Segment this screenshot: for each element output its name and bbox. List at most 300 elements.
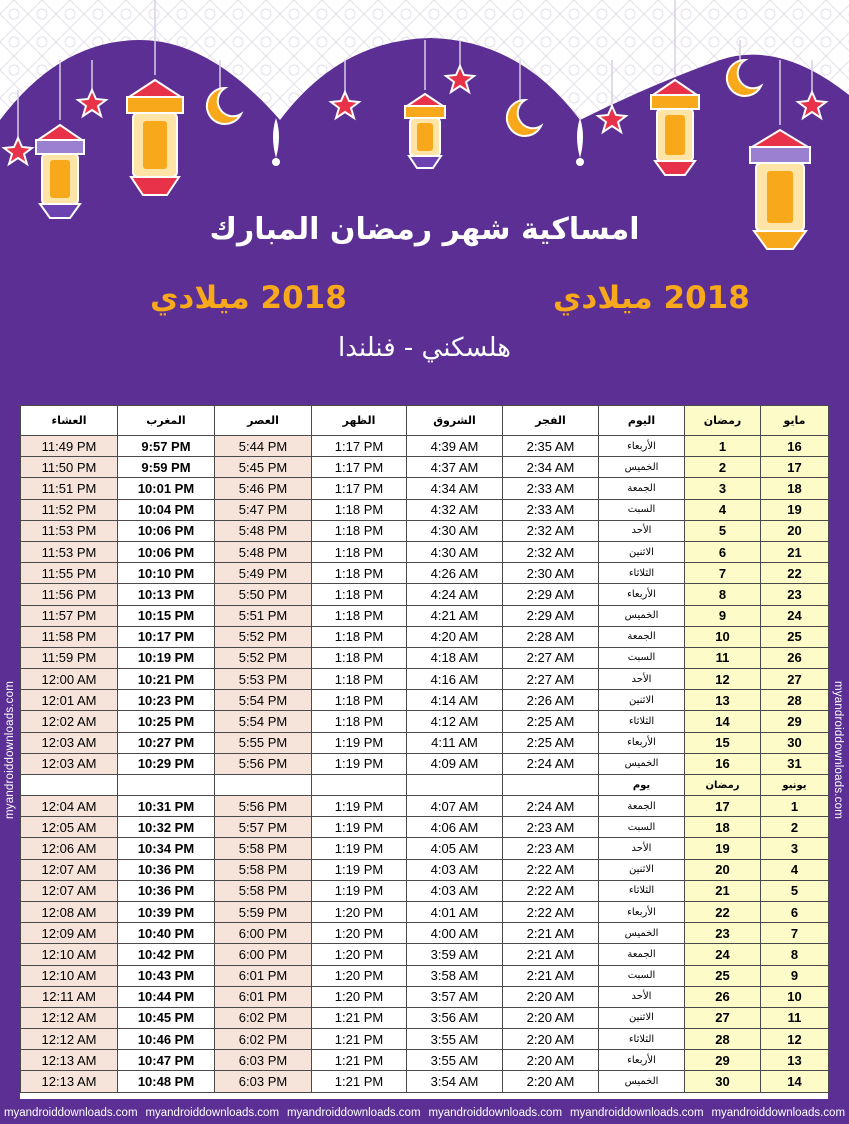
table-row	[21, 753, 829, 774]
cell-sunrise: 3:59 AM	[407, 944, 503, 965]
table-row	[21, 457, 829, 478]
cell-day: الاثنين	[599, 690, 685, 711]
cell-dhuhr: 1:17 PM	[312, 436, 407, 457]
cell-greg: 17	[761, 457, 829, 478]
cell-isha: 12:02 AM	[21, 711, 118, 732]
cell-ramadan: 24	[685, 944, 761, 965]
cell-day: السبت	[599, 817, 685, 838]
cell-dhuhr: 1:19 PM	[312, 753, 407, 774]
table-row	[21, 859, 829, 880]
cell-isha: 11:52 PM	[21, 499, 118, 520]
cell-day: الاثنين	[599, 859, 685, 880]
cell-day: الأربعاء	[599, 436, 685, 457]
cell-greg: 20	[761, 520, 829, 541]
cell-day: الأربعاء	[599, 901, 685, 922]
cell-sunrise: 4:24 AM	[407, 584, 503, 605]
cell-dhuhr: 1:18 PM	[312, 563, 407, 584]
cell-greg: 14	[761, 1071, 829, 1092]
cell-isha: 12:10 AM	[21, 965, 118, 986]
table-row	[21, 711, 829, 732]
cell-day: الخميس	[599, 753, 685, 774]
cell-greg: 9	[761, 965, 829, 986]
cell-isha: 11:53 PM	[21, 541, 118, 562]
cell-day: الخميس	[599, 1071, 685, 1092]
cell-sunrise: 4:14 AM	[407, 690, 503, 711]
cell-fajr: 2:33 AM	[503, 478, 599, 499]
table-row	[21, 478, 829, 499]
year-label-left: 2018 ميلادي	[150, 280, 347, 316]
cell-sunrise: 4:18 AM	[407, 647, 503, 668]
cell-sunrise: 4:11 AM	[407, 732, 503, 753]
cell-ramadan: 2	[685, 457, 761, 478]
cell-day: السبت	[599, 965, 685, 986]
cell-dhuhr: 1:20 PM	[312, 901, 407, 922]
cell-asr: 5:54 PM	[215, 711, 312, 732]
cell-sunrise: 4:21 AM	[407, 605, 503, 626]
col-sunrise: الشروق	[407, 406, 503, 436]
cell-dhuhr: 1:20 PM	[312, 986, 407, 1007]
cell-maghrib: 9:59 PM	[118, 457, 215, 478]
cell-dhuhr: 1:17 PM	[312, 478, 407, 499]
cell-greg: 21	[761, 541, 829, 562]
cell-sunrise: 4:01 AM	[407, 901, 503, 922]
cell-ramadan: 26	[685, 986, 761, 1007]
cell-dhuhr: 1:18 PM	[312, 626, 407, 647]
cell-ramadan: 8	[685, 584, 761, 605]
table-row	[21, 838, 829, 859]
table-row	[21, 520, 829, 541]
cell-dhuhr: 1:20 PM	[312, 965, 407, 986]
cell-isha: 12:12 AM	[21, 1029, 118, 1050]
cell-greg: 11	[761, 1007, 829, 1028]
cell-greg: 19	[761, 499, 829, 520]
cell-fajr: 2:28 AM	[503, 626, 599, 647]
cell-greg: 7	[761, 923, 829, 944]
col-greg: مايو	[761, 406, 829, 436]
cell-fajr: 2:20 AM	[503, 1050, 599, 1071]
cell-ramadan: 10	[685, 626, 761, 647]
cell-sunrise: 4:03 AM	[407, 880, 503, 901]
watermark-left: myandroiddownloads.com	[4, 681, 16, 819]
prayer-times-table	[20, 405, 829, 1093]
cell-asr: 5:57 PM	[215, 817, 312, 838]
cell-sunrise: 4:37 AM	[407, 457, 503, 478]
cell-greg: 18	[761, 478, 829, 499]
cell-ramadan: 25	[685, 965, 761, 986]
table-row	[21, 669, 829, 690]
cell-ramadan: 16	[685, 753, 761, 774]
cell-isha: 12:09 AM	[21, 923, 118, 944]
cell-asr: 5:56 PM	[215, 753, 312, 774]
table-row	[21, 965, 829, 986]
cell-ramadan: 3	[685, 478, 761, 499]
cell-fajr: 2:20 AM	[503, 986, 599, 1007]
cell-asr: 5:50 PM	[215, 584, 312, 605]
cell-sunrise: 3:54 AM	[407, 1071, 503, 1092]
cell-ramadan: 30	[685, 1071, 761, 1092]
cell-ramadan: 20	[685, 859, 761, 880]
cell-greg: 26	[761, 647, 829, 668]
cell-sunrise: 4:32 AM	[407, 499, 503, 520]
col-day: اليوم	[599, 406, 685, 436]
cell-greg: 23	[761, 584, 829, 605]
cell-fajr: 2:34 AM	[503, 457, 599, 478]
cell-fajr: 2:25 AM	[503, 732, 599, 753]
cell-isha: 11:59 PM	[21, 647, 118, 668]
cell-ramadan: 28	[685, 1029, 761, 1050]
cell-asr: 6:00 PM	[215, 944, 312, 965]
cell-isha: 12:13 AM	[21, 1071, 118, 1092]
cell-maghrib: 10:40 PM	[118, 923, 215, 944]
cell-maghrib: 10:06 PM	[118, 541, 215, 562]
cell-fajr: 2:27 AM	[503, 669, 599, 690]
cell-dhuhr: 1:17 PM	[312, 457, 407, 478]
cell-isha: 11:49 PM	[21, 436, 118, 457]
cell-isha: 11:55 PM	[21, 563, 118, 584]
cell-maghrib: 10:27 PM	[118, 732, 215, 753]
cell-greg: 29	[761, 711, 829, 732]
cell-sunrise: 4:06 AM	[407, 817, 503, 838]
cell-ramadan: 7	[685, 563, 761, 584]
cell-ramadan: 14	[685, 711, 761, 732]
cell-asr: 6:01 PM	[215, 965, 312, 986]
cell-maghrib: 10:15 PM	[118, 605, 215, 626]
cell-ramadan: 17	[685, 796, 761, 817]
cell-asr: 6:03 PM	[215, 1071, 312, 1092]
col-dhuhr: الظهر	[312, 406, 407, 436]
cell-dhuhr: 1:19 PM	[312, 732, 407, 753]
cell-greg: 24	[761, 605, 829, 626]
table-row	[21, 880, 829, 901]
cell-isha: 11:50 PM	[21, 457, 118, 478]
cell-sunrise: 3:57 AM	[407, 986, 503, 1007]
cell-day: الجمعة	[599, 478, 685, 499]
cell-sunrise: 4:09 AM	[407, 753, 503, 774]
cell-dhuhr: 1:20 PM	[312, 944, 407, 965]
cell-isha: 11:56 PM	[21, 584, 118, 605]
cell-greg: 31	[761, 753, 829, 774]
cell-day: الأربعاء	[599, 584, 685, 605]
page-title: امساكية شهر رمضان المبارك	[209, 212, 640, 247]
cell-maghrib: 10:06 PM	[118, 520, 215, 541]
cell-day: الأحد	[599, 838, 685, 859]
cell-day: الاثنين	[599, 541, 685, 562]
cell-dhuhr: 1:18 PM	[312, 541, 407, 562]
cell-greg: 1	[761, 796, 829, 817]
cell-fajr: 2:35 AM	[503, 436, 599, 457]
table-row	[21, 817, 829, 838]
cell-greg: 3	[761, 838, 829, 859]
cell-dhuhr: 1:19 PM	[312, 838, 407, 859]
cell-day: الأربعاء	[599, 1050, 685, 1071]
footer-watermarks	[0, 1101, 849, 1124]
cell-maghrib: 10:46 PM	[118, 1029, 215, 1050]
cell-asr: 5:47 PM	[215, 499, 312, 520]
footer-watermark: myandroiddownloads.com	[569, 1106, 704, 1119]
table-row	[21, 732, 829, 753]
cell-maghrib: 10:23 PM	[118, 690, 215, 711]
cell-isha: 12:11 AM	[21, 986, 118, 1007]
cell-day: الأحد	[599, 669, 685, 690]
subheader-blank-cell	[503, 775, 599, 796]
cell-ramadan: 13	[685, 690, 761, 711]
cell-ramadan: 18	[685, 817, 761, 838]
table-row	[21, 499, 829, 520]
cell-asr: 5:49 PM	[215, 563, 312, 584]
cell-asr: 5:44 PM	[215, 436, 312, 457]
table-row	[21, 796, 829, 817]
cell-ramadan: 15	[685, 732, 761, 753]
cell-fajr: 2:22 AM	[503, 859, 599, 880]
table-row	[21, 541, 829, 562]
cell-fajr: 2:21 AM	[503, 923, 599, 944]
cell-greg: 10	[761, 986, 829, 1007]
cell-dhuhr: 1:18 PM	[312, 690, 407, 711]
cell-asr: 5:56 PM	[215, 796, 312, 817]
col-isha: العشاء	[21, 406, 118, 436]
cell-greg: 6	[761, 901, 829, 922]
cell-day: الأربعاء	[599, 732, 685, 753]
year-label-right: 2018 ميلادي	[553, 280, 750, 316]
cell-ramadan: 4	[685, 499, 761, 520]
cell-sunrise: 4:07 AM	[407, 796, 503, 817]
cell-maghrib: 10:48 PM	[118, 1071, 215, 1092]
cell-ramadan: 23	[685, 923, 761, 944]
cell-asr: 5:48 PM	[215, 541, 312, 562]
cell-fajr: 2:32 AM	[503, 541, 599, 562]
col-ramadan: رمضان	[685, 406, 761, 436]
cell-greg: 2	[761, 817, 829, 838]
cell-maghrib: 10:43 PM	[118, 965, 215, 986]
table-header-row	[21, 406, 829, 436]
cell-maghrib: 10:32 PM	[118, 817, 215, 838]
cell-maghrib: 10:36 PM	[118, 859, 215, 880]
cell-greg: 13	[761, 1050, 829, 1071]
cell-sunrise: 4:16 AM	[407, 669, 503, 690]
footer-watermark: myandroiddownloads.com	[145, 1106, 280, 1119]
table-row	[21, 1050, 829, 1071]
cell-ramadan: 12	[685, 669, 761, 690]
cell-dhuhr: 1:21 PM	[312, 1050, 407, 1071]
cell-asr: 6:02 PM	[215, 1007, 312, 1028]
cell-maghrib: 10:39 PM	[118, 901, 215, 922]
cell-dhuhr: 1:21 PM	[312, 1029, 407, 1050]
cell-maghrib: 10:36 PM	[118, 880, 215, 901]
cell-fajr: 2:22 AM	[503, 901, 599, 922]
subheader-ramadan: رمضان	[685, 775, 761, 796]
cell-ramadan: 6	[685, 541, 761, 562]
cell-asr: 5:45 PM	[215, 457, 312, 478]
cell-day: الثلاثاء	[599, 711, 685, 732]
cell-asr: 5:53 PM	[215, 669, 312, 690]
cell-isha: 12:10 AM	[21, 944, 118, 965]
cell-greg: 12	[761, 1029, 829, 1050]
cell-greg: 27	[761, 669, 829, 690]
cell-maghrib: 10:21 PM	[118, 669, 215, 690]
subheader-greg: يونيو	[761, 775, 829, 796]
cell-isha: 11:51 PM	[21, 478, 118, 499]
cell-day: الخميس	[599, 605, 685, 626]
cell-greg: 30	[761, 732, 829, 753]
cell-dhuhr: 1:18 PM	[312, 711, 407, 732]
cell-maghrib: 10:34 PM	[118, 838, 215, 859]
cell-fajr: 2:22 AM	[503, 880, 599, 901]
footer-watermark: myandroiddownloads.com	[3, 1106, 138, 1119]
cell-greg: 25	[761, 626, 829, 647]
table-row	[21, 436, 829, 457]
cell-isha: 12:05 AM	[21, 817, 118, 838]
cell-day: الاثنين	[599, 1007, 685, 1028]
cell-ramadan: 19	[685, 838, 761, 859]
cell-fajr: 2:20 AM	[503, 1007, 599, 1028]
cell-isha: 12:01 AM	[21, 690, 118, 711]
table-row	[21, 923, 829, 944]
cell-ramadan: 5	[685, 520, 761, 541]
cell-isha: 12:03 AM	[21, 732, 118, 753]
cell-sunrise: 4:34 AM	[407, 478, 503, 499]
cell-asr: 5:58 PM	[215, 859, 312, 880]
cell-isha: 11:53 PM	[21, 520, 118, 541]
cell-sunrise: 4:12 AM	[407, 711, 503, 732]
cell-fajr: 2:20 AM	[503, 1029, 599, 1050]
cell-maghrib: 10:17 PM	[118, 626, 215, 647]
cell-sunrise: 4:30 AM	[407, 520, 503, 541]
cell-maghrib: 10:04 PM	[118, 499, 215, 520]
cell-asr: 5:58 PM	[215, 838, 312, 859]
col-asr: العصر	[215, 406, 312, 436]
cell-fajr: 2:21 AM	[503, 965, 599, 986]
subheader-blank-cell	[21, 775, 118, 796]
footer-watermark: myandroiddownloads.com	[711, 1106, 846, 1119]
cell-asr: 6:03 PM	[215, 1050, 312, 1071]
table-row	[21, 901, 829, 922]
cell-fajr: 2:23 AM	[503, 838, 599, 859]
cell-isha: 12:07 AM	[21, 880, 118, 901]
cell-asr: 5:48 PM	[215, 520, 312, 541]
cell-sunrise: 3:55 AM	[407, 1029, 503, 1050]
cell-day: الجمعة	[599, 944, 685, 965]
cell-maghrib: 10:19 PM	[118, 647, 215, 668]
cell-fajr: 2:23 AM	[503, 817, 599, 838]
cell-isha: 12:04 AM	[21, 796, 118, 817]
cell-sunrise: 4:26 AM	[407, 563, 503, 584]
cell-sunrise: 4:39 AM	[407, 436, 503, 457]
cell-day: الخميس	[599, 457, 685, 478]
table-row	[21, 563, 829, 584]
cell-asr: 6:00 PM	[215, 923, 312, 944]
cell-day: السبت	[599, 499, 685, 520]
cell-asr: 5:54 PM	[215, 690, 312, 711]
cell-ramadan: 21	[685, 880, 761, 901]
cell-isha: 12:00 AM	[21, 669, 118, 690]
table-row	[21, 605, 829, 626]
cell-isha: 11:57 PM	[21, 605, 118, 626]
cell-sunrise: 4:05 AM	[407, 838, 503, 859]
cell-maghrib: 10:29 PM	[118, 753, 215, 774]
cell-fajr: 2:29 AM	[503, 605, 599, 626]
cell-sunrise: 4:20 AM	[407, 626, 503, 647]
cell-fajr: 2:25 AM	[503, 711, 599, 732]
cell-asr: 5:52 PM	[215, 647, 312, 668]
cell-maghrib: 10:25 PM	[118, 711, 215, 732]
cell-day: السبت	[599, 647, 685, 668]
table-row	[21, 1007, 829, 1028]
cell-fajr: 2:30 AM	[503, 563, 599, 584]
table-row	[21, 584, 829, 605]
cell-maghrib: 10:45 PM	[118, 1007, 215, 1028]
cell-maghrib: 10:31 PM	[118, 796, 215, 817]
june-subheader-row	[21, 775, 829, 796]
cell-ramadan: 9	[685, 605, 761, 626]
cell-greg: 8	[761, 944, 829, 965]
city-label: هلسكني - فنلندا	[338, 333, 511, 363]
cell-ramadan: 11	[685, 647, 761, 668]
cell-greg: 28	[761, 690, 829, 711]
table-body	[21, 436, 829, 1093]
cell-ramadan: 1	[685, 436, 761, 457]
cell-sunrise: 3:56 AM	[407, 1007, 503, 1028]
subheader-blank-cell	[215, 775, 312, 796]
watermark-right: myandroiddownloads.com	[832, 681, 844, 819]
cell-asr: 5:51 PM	[215, 605, 312, 626]
cell-dhuhr: 1:19 PM	[312, 859, 407, 880]
cell-fajr: 2:33 AM	[503, 499, 599, 520]
cell-dhuhr: 1:18 PM	[312, 520, 407, 541]
cell-fajr: 2:24 AM	[503, 796, 599, 817]
cell-fajr: 2:27 AM	[503, 647, 599, 668]
cell-maghrib: 9:57 PM	[118, 436, 215, 457]
cell-ramadan: 29	[685, 1050, 761, 1071]
subheader-day: يوم	[599, 775, 685, 796]
cell-asr: 5:46 PM	[215, 478, 312, 499]
cell-dhuhr: 1:19 PM	[312, 880, 407, 901]
cell-fajr: 2:24 AM	[503, 753, 599, 774]
footer-watermark: myandroiddownloads.com	[428, 1106, 563, 1119]
footer-watermark: myandroiddownloads.com	[286, 1106, 421, 1119]
subheader-blank-cell	[407, 775, 503, 796]
cell-dhuhr: 1:21 PM	[312, 1007, 407, 1028]
cell-dhuhr: 1:18 PM	[312, 669, 407, 690]
cell-fajr: 2:20 AM	[503, 1071, 599, 1092]
cell-asr: 5:55 PM	[215, 732, 312, 753]
cell-isha: 12:08 AM	[21, 901, 118, 922]
cell-isha: 11:58 PM	[21, 626, 118, 647]
cell-day: الجمعة	[599, 796, 685, 817]
table-row	[21, 986, 829, 1007]
cell-asr: 5:52 PM	[215, 626, 312, 647]
cell-day: الثلاثاء	[599, 563, 685, 584]
cell-ramadan: 22	[685, 901, 761, 922]
table-row	[21, 944, 829, 965]
cell-greg: 22	[761, 563, 829, 584]
cell-fajr: 2:26 AM	[503, 690, 599, 711]
table-row	[21, 626, 829, 647]
cell-maghrib: 10:13 PM	[118, 584, 215, 605]
cell-day: الجمعة	[599, 626, 685, 647]
cell-day: الأحد	[599, 520, 685, 541]
cell-maghrib: 10:44 PM	[118, 986, 215, 1007]
cell-maghrib: 10:01 PM	[118, 478, 215, 499]
col-fajr: الفجر	[503, 406, 599, 436]
cell-maghrib: 10:10 PM	[118, 563, 215, 584]
cell-dhuhr: 1:20 PM	[312, 923, 407, 944]
cell-day: الأحد	[599, 986, 685, 1007]
cell-isha: 12:03 AM	[21, 753, 118, 774]
cell-maghrib: 10:42 PM	[118, 944, 215, 965]
cell-fajr: 2:21 AM	[503, 944, 599, 965]
cell-greg: 4	[761, 859, 829, 880]
cell-dhuhr: 1:18 PM	[312, 605, 407, 626]
